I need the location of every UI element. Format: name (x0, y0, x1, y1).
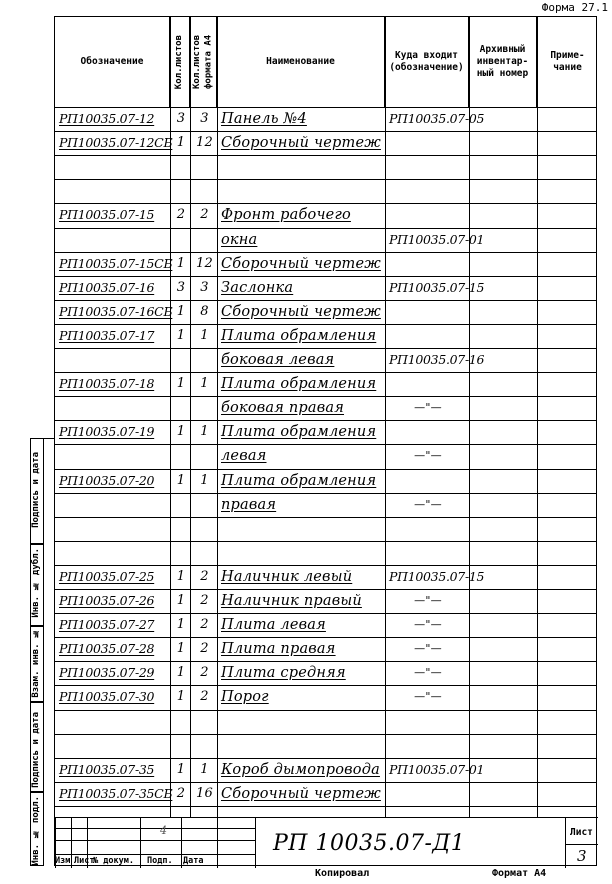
row-sheets: 3 (176, 279, 186, 295)
row-name: Наличник левый (221, 568, 353, 585)
footer-copied: Копировал (315, 868, 370, 879)
row-sheets: 1 (176, 135, 186, 151)
row-a4: 2 (200, 593, 209, 608)
row-name: Плита правая (221, 641, 336, 658)
side-label-sign-date-bottom: Подпись и дата (31, 712, 41, 788)
row-name: Сборочный чертеж (221, 303, 381, 320)
column-divider (190, 17, 191, 817)
row-a4: 12 (196, 135, 213, 151)
row-sheets: 1 (176, 568, 186, 584)
header-archive: Архивный инвентар-ный номер (469, 17, 537, 107)
row-a4: 1 (200, 376, 209, 392)
row-code: РП10035.07-17 (59, 327, 155, 343)
row-where: —"— (414, 666, 442, 680)
stamp-handwritten-mark: 4 (160, 824, 167, 837)
row-code: РП10035.07-26 (59, 593, 155, 608)
row-a4: 2 (200, 641, 209, 657)
document-code: РП 10035.07-Д1 (273, 831, 466, 856)
row-where: —"— (414, 618, 442, 632)
column-divider (537, 17, 538, 817)
row-a4: 1 (200, 327, 209, 343)
row-where: —"— (414, 401, 442, 415)
row-code: РП10035.07-12 (59, 111, 155, 126)
stamp-col-date: Дата (183, 856, 204, 866)
row-name: Плита обрамления (221, 376, 377, 393)
row-a4: 2 (200, 207, 209, 223)
row-where: —"— (414, 642, 442, 656)
row-a4: 2 (200, 568, 209, 584)
row-a4: 12 (196, 255, 213, 271)
row-name: Плита средняя (221, 665, 346, 682)
row-a4: 1 (200, 761, 209, 777)
row-sheets: 1 (176, 641, 186, 657)
row-where: —"— (414, 690, 442, 704)
header-sheet-count: Кол.листов (170, 17, 190, 107)
row-divider (55, 734, 596, 735)
row-sheets: 2 (176, 207, 186, 223)
stamp-col-izm: Изм (55, 856, 71, 866)
row-name: левая (221, 448, 267, 465)
row-code: РП10035.07-27 (59, 617, 155, 633)
row-a4: 1 (200, 472, 209, 488)
row-where: РП10035.07-01 (389, 761, 485, 777)
row-code: РП10035.07-35 (59, 761, 155, 777)
row-code: РП10035.07-25 (59, 568, 155, 584)
row-sheets: 1 (176, 472, 186, 488)
side-label-dup-inv: Инв. № дубл. (31, 548, 41, 618)
form-number: Форма 27.1 (541, 1, 608, 14)
row-divider (55, 155, 596, 156)
row-code: РП10035.07-16 (59, 279, 155, 295)
row-name: Короб дымопровода (221, 761, 380, 778)
row-a4: 2 (200, 665, 209, 681)
row-a4: 2 (200, 617, 209, 633)
header-note: Приме-чание (550, 50, 585, 73)
row-where: РП10035.07-01 (389, 231, 485, 247)
specification-table (54, 16, 597, 866)
row-where: —"— (414, 497, 442, 511)
row-a4: 3 (200, 279, 209, 295)
row-divider (55, 806, 596, 807)
row-where: —"— (414, 449, 442, 463)
side-label-vzam-inv: Взам. инв. № (31, 628, 41, 698)
stamp-col-sign: Подп. (147, 856, 173, 866)
row-code: РП10035.07-19 (59, 424, 155, 440)
row-sheets: 1 (176, 327, 186, 343)
row-a4: 2 (200, 689, 209, 705)
row-a4: 16 (196, 785, 213, 801)
row-code: РП10035.07-18 (59, 376, 155, 392)
row-code: РП10035.07-12СБ (59, 135, 173, 151)
row-code: РП10035.07-16СБ (59, 303, 173, 319)
row-sheets: 3 (176, 111, 186, 126)
row-name: Панель №4 (221, 111, 307, 127)
header-a4-sheets: Кол.листов формата А4 (190, 17, 217, 107)
column-divider (217, 17, 218, 817)
row-name: правая (221, 496, 277, 513)
row-code: РП10035.07-35СБ (59, 785, 173, 801)
row-name: Наличник правый (221, 593, 362, 609)
row-sheets: 1 (176, 424, 186, 440)
footer-format: Формат А4 (492, 868, 547, 879)
row-a4: 3 (200, 111, 209, 126)
side-label-orig-inv: Инв. № подл. (31, 796, 41, 866)
header-designation: Обозначение (55, 17, 170, 107)
row-code: РП10035.07-28 (59, 641, 155, 657)
column-divider (469, 17, 470, 817)
row-name: Плита обрамления (221, 472, 377, 489)
stamp-sheet-number: 3 (577, 847, 587, 865)
side-label-sign-date-top: Подпись и дата (31, 452, 41, 528)
row-code: РП10035.07-20 (59, 472, 155, 488)
row-name: Заслонка (221, 279, 294, 296)
row-sheets: 1 (176, 593, 186, 608)
row-name: Плита обрамления (221, 327, 377, 344)
row-name: Плита обрамления (221, 424, 377, 441)
row-code: РП10035.07-29 (59, 665, 155, 681)
row-code: РП10035.07-15СБ (59, 255, 173, 271)
row-sheets: 1 (176, 689, 186, 705)
title-block (55, 817, 598, 868)
header-where-used: Куда входит (обозначение) (385, 17, 469, 107)
row-sheets: 1 (176, 303, 186, 319)
row-sheets: 1 (176, 255, 186, 271)
row-name: окна (221, 231, 258, 248)
row-name: боковая правая (221, 400, 345, 417)
row-divider (55, 710, 596, 711)
row-divider (55, 517, 596, 518)
row-where: РП10035.07-15 (389, 568, 485, 584)
row-where: РП10035.07-05 (389, 111, 485, 126)
row-name: Сборочный чертеж (221, 135, 381, 152)
row-name: Порог (221, 689, 269, 706)
row-name: Плита левая (221, 617, 326, 634)
stamp-col-list: Лист (74, 856, 95, 866)
row-sheets: 1 (176, 761, 186, 777)
stamp-sheet-label: Лист (570, 827, 593, 838)
row-code: РП10035.07-15 (59, 207, 155, 223)
row-where: РП10035.07-15 (389, 279, 485, 295)
row-name: Фронт рабочего (221, 207, 351, 224)
row-where: РП10035.07-16 (389, 352, 485, 367)
row-name: Сборочный чертеж (221, 785, 381, 802)
column-divider (385, 17, 386, 817)
header-name: Наименование (217, 17, 385, 107)
row-sheets: 1 (176, 665, 186, 681)
row-code: РП10035.07-30 (59, 689, 155, 705)
row-divider (55, 541, 596, 542)
row-a4: 1 (200, 424, 209, 440)
row-name: Сборочный чертеж (221, 255, 381, 272)
row-sheets: 2 (176, 785, 186, 801)
row-name: боковая левая (221, 352, 335, 368)
row-a4: 8 (200, 303, 209, 319)
row-where: —"— (414, 594, 442, 607)
stamp-col-doc: № докум. (93, 856, 134, 866)
row-sheets: 1 (176, 617, 186, 633)
row-sheets: 1 (176, 376, 186, 392)
row-divider (55, 179, 596, 180)
